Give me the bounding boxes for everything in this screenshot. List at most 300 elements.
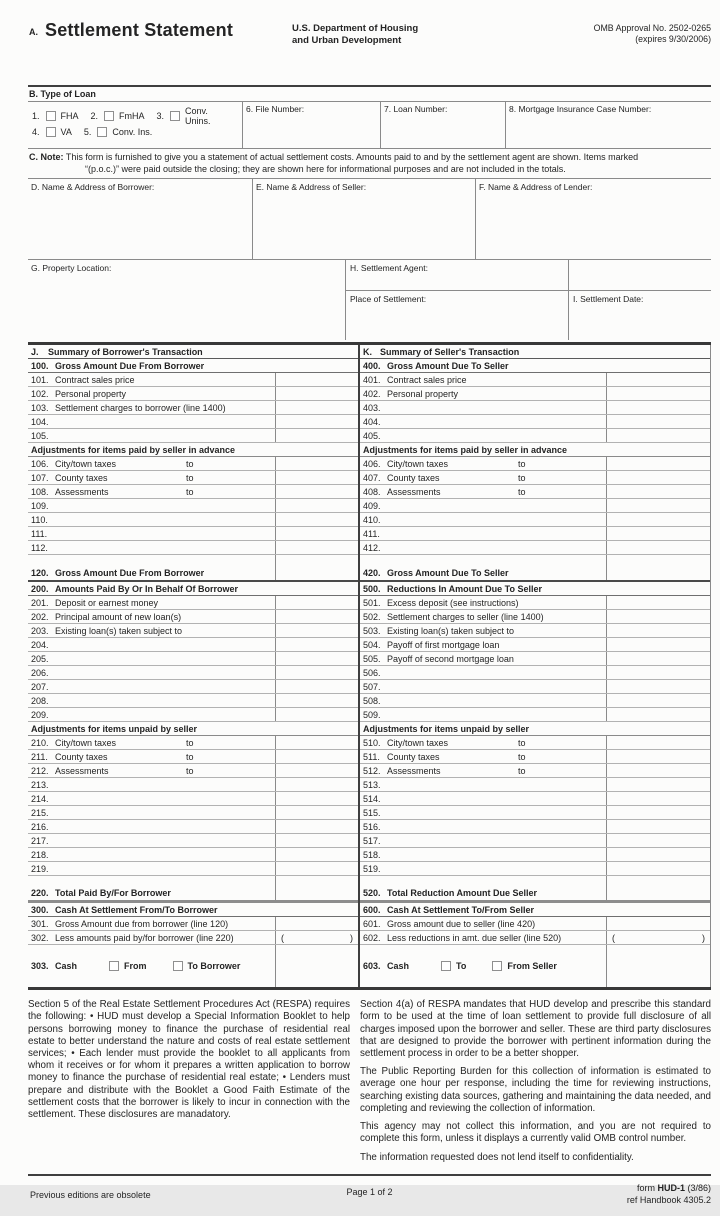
line-number: 516. <box>363 821 381 832</box>
line-number: 402. <box>363 388 381 399</box>
line-text: Gross Amount Due To Seller <box>387 568 509 579</box>
amount-cell[interactable] <box>606 610 710 623</box>
amount-cell[interactable] <box>606 876 710 900</box>
row-301 <box>28 917 358 931</box>
section-500 <box>360 582 710 596</box>
line-number: 520. <box>363 888 381 899</box>
line-text: Settlement charges to borrower (line 1400) <box>55 402 226 413</box>
place-of-settlement-cell[interactable] <box>346 291 568 340</box>
row-407 <box>360 471 710 485</box>
row-label <box>360 359 710 372</box>
amount-cell[interactable] <box>606 499 710 512</box>
amount-cell[interactable] <box>606 485 710 498</box>
amount-cell[interactable] <box>606 387 710 400</box>
row-label <box>28 443 358 456</box>
property-location-label: G. Property Location: <box>31 263 112 274</box>
subheader-adjustments-for-items-paid-by-seller-in- <box>28 443 358 457</box>
amount-cell[interactable] <box>275 429 358 442</box>
row-label <box>28 736 275 749</box>
row-label <box>28 471 275 484</box>
row-label <box>28 513 275 526</box>
row-label <box>360 778 606 791</box>
cash-option-label: To Borrower <box>187 961 241 972</box>
fha-checkbox[interactable] <box>46 111 56 121</box>
line-number: 403. <box>363 402 381 413</box>
line-number: 110. <box>31 514 48 525</box>
row-label <box>360 750 606 763</box>
row-602 <box>360 931 710 945</box>
row-215 <box>28 806 358 820</box>
amount-cell[interactable] <box>275 736 358 749</box>
line-text: Gross amount due to seller (line 420) <box>387 918 536 929</box>
loan-type-fha <box>32 111 79 121</box>
line-text: Less amounts paid by/for borrower (line 220) <box>55 932 234 943</box>
amount-cell[interactable] <box>606 527 710 540</box>
amount-cell[interactable] <box>606 917 710 930</box>
amount-cell[interactable] <box>275 917 358 930</box>
to-label: to <box>518 472 526 483</box>
row-label <box>360 806 606 819</box>
row-label <box>360 680 606 693</box>
property-location-cell[interactable] <box>28 260 345 340</box>
row-label <box>360 499 606 512</box>
amount-cell[interactable] <box>275 876 358 900</box>
row-label <box>28 750 275 763</box>
row-211 <box>28 750 358 764</box>
line-text: Gross Amount due from borrower (line 120) <box>55 918 229 929</box>
amount-cell[interactable] <box>606 736 710 749</box>
row-label <box>28 401 275 414</box>
to-borrower-checkbox[interactable] <box>173 961 183 971</box>
amount-cell[interactable] <box>606 694 710 707</box>
line-text: Payoff of second mortgage loan <box>387 653 514 664</box>
loan-type-number: 2. <box>90 111 99 121</box>
row-label <box>360 736 606 749</box>
row-label <box>360 596 606 609</box>
amount-cell[interactable] <box>275 373 358 386</box>
amount-cell[interactable] <box>275 527 358 540</box>
line-number: 507. <box>363 681 381 692</box>
settlement-agent-label: H. Settlement Agent: <box>350 263 428 274</box>
row-503 <box>360 624 710 638</box>
row-107 <box>28 471 358 485</box>
row-216 <box>28 820 358 834</box>
line-text: County taxes <box>55 472 108 483</box>
amount-cell[interactable] <box>606 457 710 470</box>
row-412 <box>360 541 710 555</box>
row-408 <box>360 485 710 499</box>
respa-section4a-paragraph: Section 4(a) of RESPA mandates that HUD develop and prescribe this standard form to be used at the time of loan settlement to provide full disclosure of all charges imposed upon the borrower and seller. These are third party disclosures that are designed to provide the borrower with pertinent information during the settlement process in order to be a better shopper. <box>360 999 711 1059</box>
amount-cell[interactable] <box>606 931 710 944</box>
row-label <box>28 624 275 637</box>
conv-ins-checkbox[interactable] <box>97 127 107 137</box>
line-number: 511. <box>363 751 380 762</box>
loan-number-cell[interactable] <box>380 102 505 148</box>
line-number: 103. <box>31 402 49 413</box>
line-number: 401. <box>363 374 381 385</box>
omb-control-paragraph: This agency may not collect this information, and you are not required to complete this form, unless it displays a currently valid OMB control number. <box>360 1121 711 1145</box>
row-label <box>28 903 358 916</box>
amount-cell[interactable] <box>275 680 358 693</box>
amount-cell[interactable] <box>606 806 710 819</box>
cash-option-to <box>441 961 466 971</box>
amount-cell[interactable] <box>606 541 710 554</box>
line-number: 210. <box>31 737 49 748</box>
row-601 <box>360 917 710 931</box>
line-number: 519. <box>363 863 381 874</box>
line-number: 213. <box>31 779 49 790</box>
row-508 <box>360 694 710 708</box>
line-text: Cash At Settlement From/To Borrower <box>55 904 218 915</box>
row-219 <box>28 862 358 876</box>
line-number: 105. <box>31 430 49 441</box>
line-number: 502. <box>363 611 381 622</box>
amount-cell[interactable] <box>275 931 358 944</box>
line-text: County taxes <box>55 751 108 762</box>
to-label: to <box>518 737 526 748</box>
amount-cell[interactable] <box>606 848 710 861</box>
agency-line2: and Urban Development <box>292 34 402 46</box>
line-number: 303. <box>31 961 49 972</box>
row-label <box>28 764 275 777</box>
row-106 <box>28 457 358 471</box>
row-label <box>28 610 275 623</box>
amount-cell[interactable] <box>275 750 358 763</box>
line-number: 209. <box>31 709 49 720</box>
row-516 <box>360 820 710 834</box>
row-509 <box>360 708 710 722</box>
amount-cell[interactable] <box>606 471 710 484</box>
row-512 <box>360 764 710 778</box>
to-label: to <box>186 737 194 748</box>
line-number: 505. <box>363 653 381 664</box>
respa-notices <box>28 999 711 1170</box>
table-title-row <box>360 345 710 359</box>
line-number: 217. <box>31 835 49 846</box>
amount-cell[interactable] <box>606 652 710 665</box>
seller-name-address-cell[interactable] <box>252 179 475 259</box>
place-of-settlement-label: Place of Settlement: <box>350 294 427 305</box>
respa-section5-paragraph: Section 5 of the Real Estate Settlement Procedures Act (RESPA) requires the following: • HUD must develop a Special Information Booklet to help persons borrowing money to finance the purchase of residential real estate to better understand the nature and costs of real estate settlement services; • Each lender must provide the booklet to all applicants from whom it receives or for whom it prepares a written application to borrow money to finance the purchase of residential real estate; • Lenders must prepare and distribute with the Booklet a Good Faith Estimate of the settlement costs that the borrower is likely to incur in connection with the settlement. These disclosures are manadatory. <box>28 999 350 1121</box>
line-number: 218. <box>31 849 49 860</box>
line-text: Principal amount of new loan(s) <box>55 611 182 622</box>
note-line2: “(p.o.c.)” were paid outside the closing; they are shown here for informational purposes and are not included in the totals. <box>85 163 566 174</box>
amount-cell[interactable] <box>606 596 710 609</box>
lender-name-address-cell[interactable] <box>475 179 711 259</box>
row-label <box>360 834 606 847</box>
line-number: 500. <box>363 583 381 594</box>
amount-cell[interactable] <box>606 680 710 693</box>
line-number: 207. <box>31 681 49 692</box>
amount-cell[interactable] <box>275 555 358 580</box>
amount-cell[interactable] <box>275 401 358 414</box>
row-label <box>28 457 275 470</box>
line-text: City/town taxes <box>55 737 117 748</box>
row-label <box>360 624 606 637</box>
line-text: Gross Amount Due To Seller <box>387 360 509 371</box>
row-label <box>360 792 606 805</box>
row-403 <box>360 401 710 415</box>
row-401 <box>360 373 710 387</box>
table-letter: J. <box>31 346 39 357</box>
amount-cell[interactable] <box>275 457 358 470</box>
settlement-agent-cell[interactable] <box>346 260 568 290</box>
row-label <box>28 680 275 693</box>
amount-cell[interactable] <box>606 555 710 580</box>
amount-cell[interactable] <box>275 848 358 861</box>
amount-cell[interactable] <box>275 596 358 609</box>
amount-cell[interactable] <box>275 499 358 512</box>
row-label <box>360 513 606 526</box>
borrower-name-address-cell[interactable] <box>28 179 252 259</box>
loan-type-row <box>31 108 239 124</box>
line-number: 302. <box>31 932 49 943</box>
row-label <box>28 541 275 554</box>
line-number: 504. <box>363 639 381 650</box>
row-515 <box>360 806 710 820</box>
row-501 <box>360 596 710 610</box>
row-label <box>360 666 606 679</box>
borrower-transaction-table <box>28 345 358 987</box>
amount-cell[interactable] <box>275 666 358 679</box>
line-text: Excess deposit (see instructions) <box>387 597 519 608</box>
row-label <box>28 694 275 707</box>
loan-type-label: Conv. Ins. <box>112 127 153 137</box>
row-label <box>360 443 710 456</box>
amount-cell[interactable] <box>606 750 710 763</box>
amount-cell[interactable] <box>275 694 358 707</box>
line-text: Cash <box>387 961 410 972</box>
page-number: Page 1 of 2 <box>346 1186 393 1197</box>
amount-cell[interactable] <box>275 764 358 777</box>
row-207 <box>28 680 358 694</box>
line-text: Personal property <box>55 388 127 399</box>
row-513 <box>360 778 710 792</box>
amount-cell[interactable] <box>275 610 358 623</box>
amount-cell[interactable] <box>606 401 710 414</box>
amount-cell[interactable] <box>275 638 358 651</box>
row-411 <box>360 527 710 541</box>
row-label <box>28 834 275 847</box>
table-letter: K. <box>363 346 372 357</box>
row-109 <box>28 499 358 513</box>
page-title: Settlement Statement <box>45 20 234 40</box>
conv-unins-checkbox[interactable] <box>170 111 180 121</box>
close-paren: ) <box>350 932 353 943</box>
line-number: 512. <box>363 765 381 776</box>
row-210 <box>28 736 358 750</box>
row-101 <box>28 373 358 387</box>
loan-type-row <box>31 124 239 140</box>
row-409 <box>360 499 710 513</box>
amount-cell[interactable] <box>606 764 710 777</box>
row-label <box>360 638 606 651</box>
table-title-row <box>28 345 358 359</box>
row-404 <box>360 415 710 429</box>
row-label <box>28 708 275 721</box>
row-103 <box>28 401 358 415</box>
handbook-reference: ref Handbook 4305.2 <box>626 1194 711 1205</box>
subheader-adjustments-for-items-unpaid-by-seller <box>360 722 710 736</box>
cash-option-from-seller <box>492 961 557 971</box>
line-text: City/town taxes <box>387 458 449 469</box>
amount-cell[interactable] <box>275 820 358 833</box>
row-label <box>360 373 606 386</box>
row-504 <box>360 638 710 652</box>
line-number: 503. <box>363 625 381 636</box>
row-514 <box>360 792 710 806</box>
amount-cell[interactable] <box>606 708 710 721</box>
settlement-date-cell[interactable] <box>569 291 711 340</box>
file-number-label: 6. File Number: <box>246 104 305 114</box>
loan-type-checkboxes <box>28 102 242 148</box>
cash-option-label: To <box>456 961 467 972</box>
row-label <box>360 708 606 721</box>
row-405 <box>360 429 710 443</box>
line-number: 420. <box>363 568 381 579</box>
amount-cell[interactable] <box>275 945 358 987</box>
section-b-title: B. Type of Loan <box>29 89 96 99</box>
amount-cell[interactable] <box>606 945 710 987</box>
from-checkbox[interactable] <box>109 961 119 971</box>
location-grid <box>28 259 711 340</box>
row-label <box>360 471 606 484</box>
line-text: Assessments <box>55 486 109 497</box>
amount-cell[interactable] <box>275 541 358 554</box>
amount-cell[interactable] <box>606 834 710 847</box>
amount-cell[interactable] <box>275 792 358 805</box>
amount-cell[interactable] <box>275 834 358 847</box>
line-number: 514. <box>363 793 381 804</box>
row-511 <box>360 750 710 764</box>
amount-cell[interactable] <box>275 806 358 819</box>
row-label <box>28 638 275 651</box>
line-text: Cash <box>55 961 78 972</box>
line-text: Existing loan(s) taken subject to <box>387 625 515 636</box>
row-518 <box>360 848 710 862</box>
amount-cell[interactable] <box>275 778 358 791</box>
line-number: 410. <box>363 514 381 525</box>
amount-cell[interactable] <box>275 624 358 637</box>
loan-number-label: 7. Loan Number: <box>384 104 448 114</box>
line-text: Settlement charges to seller (line 1400) <box>387 611 544 622</box>
line-number: 106. <box>31 458 49 469</box>
cash-option-to-borrower <box>173 961 241 971</box>
row-519 <box>360 862 710 876</box>
loan-type-number: 5. <box>83 127 92 137</box>
amount-cell[interactable] <box>606 862 710 875</box>
line-text: Assessments <box>55 765 109 776</box>
line-number: 204. <box>31 639 49 650</box>
row-110 <box>28 513 358 527</box>
amount-cell[interactable] <box>606 792 710 805</box>
form-footer <box>28 1174 711 1216</box>
row-112 <box>28 541 358 555</box>
row-label <box>360 429 606 442</box>
row-label <box>360 931 606 944</box>
amount-cell[interactable] <box>606 638 710 651</box>
loan-type-number: 4. <box>32 127 40 137</box>
line-number: 215. <box>31 807 49 818</box>
line-number: 201. <box>31 597 49 608</box>
to-checkbox[interactable] <box>441 961 451 971</box>
amount-cell[interactable] <box>275 471 358 484</box>
amount-cell[interactable] <box>275 415 358 428</box>
line-number: 518. <box>363 849 381 860</box>
amount-cell[interactable] <box>606 415 710 428</box>
row-303 <box>28 945 358 987</box>
line-number: 216. <box>31 821 49 832</box>
file-number-cell[interactable] <box>242 102 380 148</box>
line-number: 107. <box>31 472 49 483</box>
table-title: Summary of Borrower's Transaction <box>48 346 203 357</box>
amount-cell[interactable] <box>275 708 358 721</box>
line-number: 104. <box>31 416 49 427</box>
line-number: 203. <box>31 625 49 636</box>
line-number: 508. <box>363 695 381 706</box>
row-label <box>28 387 275 400</box>
amount-cell[interactable] <box>275 862 358 875</box>
to-label: to <box>186 751 194 762</box>
mortgage-case-number-label: 8. Mortgage Insurance Case Number: <box>509 104 652 114</box>
amount-cell[interactable] <box>275 652 358 665</box>
amount-cell[interactable] <box>606 513 710 526</box>
row-label <box>360 945 606 987</box>
row-410 <box>360 513 710 527</box>
row-label <box>28 722 358 735</box>
row-label <box>28 555 275 580</box>
line-number: 406. <box>363 458 381 469</box>
from-seller-checkbox[interactable] <box>492 961 502 971</box>
row-label <box>360 527 606 540</box>
line-number: 102. <box>31 388 49 399</box>
amount-cell[interactable] <box>275 387 358 400</box>
amount-cell[interactable] <box>606 778 710 791</box>
table-title: Summary of Seller's Transaction <box>380 346 520 357</box>
amount-cell[interactable] <box>275 513 358 526</box>
line-number: 407. <box>363 472 381 483</box>
row-label <box>360 541 606 554</box>
loan-type-label: FHA <box>60 111 79 121</box>
row-label <box>360 555 606 580</box>
amount-cell[interactable] <box>606 373 710 386</box>
line-number: 219. <box>31 863 49 874</box>
omb-expiry: (expires 9/30/2006) <box>635 33 711 44</box>
row-502 <box>360 610 710 624</box>
row-label <box>360 582 710 595</box>
mortgage-case-number-cell[interactable] <box>505 102 711 148</box>
fmha-checkbox[interactable] <box>104 111 114 121</box>
va-checkbox[interactable] <box>46 127 56 137</box>
seller-label: E. Name & Address of Seller: <box>256 182 367 193</box>
line-number: 212. <box>31 765 49 776</box>
loan-type-label: Conv. Unins. <box>185 106 211 126</box>
amount-cell[interactable] <box>606 820 710 833</box>
row-label <box>360 862 606 875</box>
amount-cell[interactable] <box>606 429 710 442</box>
row-label <box>28 652 275 665</box>
amount-cell[interactable] <box>275 485 358 498</box>
row-label <box>360 764 606 777</box>
amount-cell[interactable] <box>606 624 710 637</box>
amount-cell[interactable] <box>606 666 710 679</box>
row-214 <box>28 792 358 806</box>
row-102 <box>28 387 358 401</box>
line-number: 409. <box>363 500 381 511</box>
row-label <box>360 401 606 414</box>
row-510 <box>360 736 710 750</box>
to-label: to <box>518 765 526 776</box>
